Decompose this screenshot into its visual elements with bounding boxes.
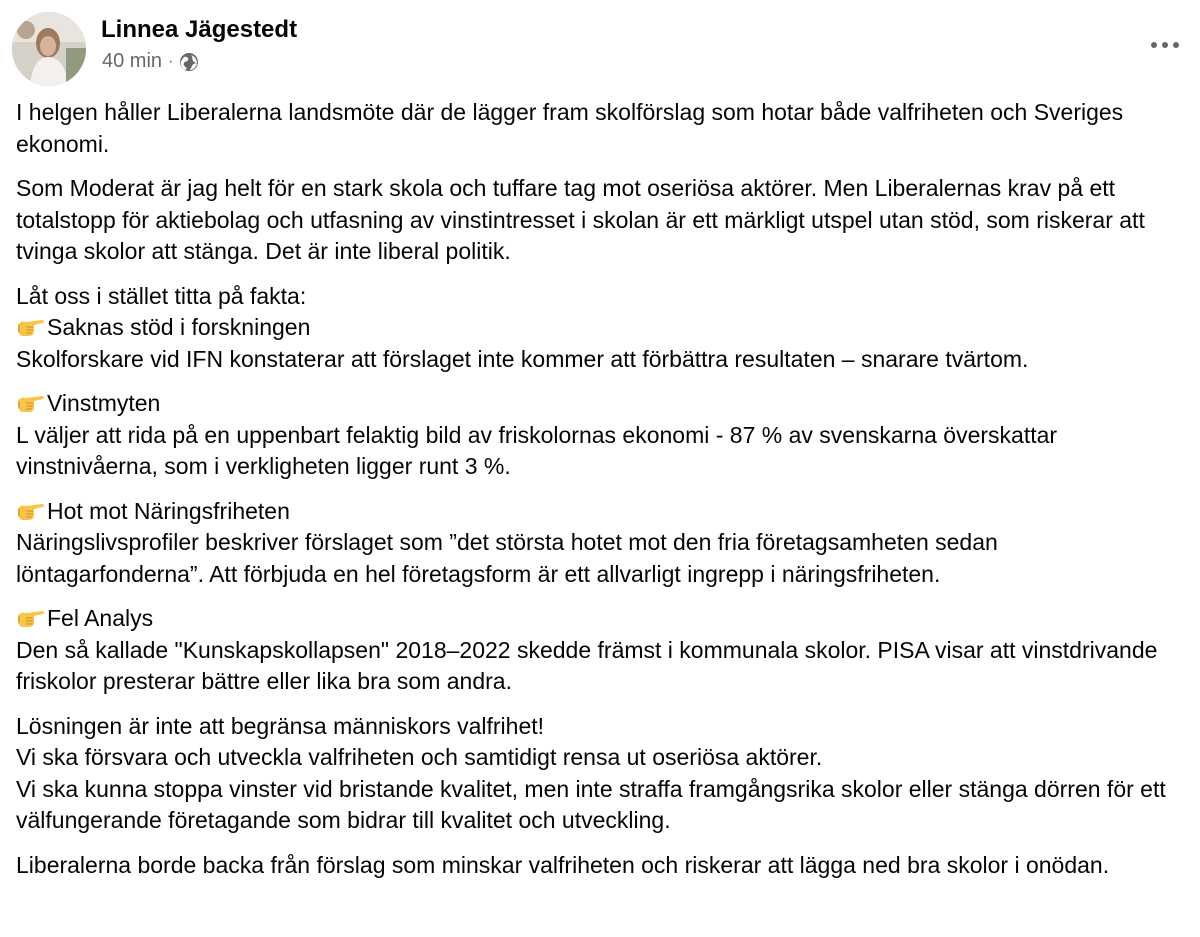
point-heading — [16, 496, 1181, 528]
point-heading — [16, 603, 1181, 635]
post-header — [12, 12, 1188, 84]
point-heading-text: Saknas stöd i forskningen — [47, 314, 311, 340]
fact-intro: Låt oss i stället titta på fakta: — [16, 282, 307, 309]
globe-icon — [179, 52, 199, 72]
post-text — [16, 97, 1181, 894]
pointing-hand-icon — [16, 499, 46, 522]
author-name[interactable]: Linnea Jägestedt — [101, 16, 298, 43]
fact-point — [16, 388, 1181, 483]
closing-paragraph — [16, 711, 1181, 837]
avatar[interactable] — [12, 12, 86, 86]
closing-line: Lösningen är inte att begränsa människors valfrihet! — [16, 712, 545, 739]
point-text: Skolforskare vid IFN konstaterar att förslaget inte kommer att förbättra resultaten – snarare tvärtom. — [16, 345, 1029, 372]
paragraph-intro: I helgen håller Liberalerna landsmöte där de lägger fram skolförslag som hotar både valfriheten och Sveriges ekonomi. — [16, 99, 1124, 157]
point-text: Näringslivsprofiler beskriver förslaget som ”det största hotet mot den fria företagsamheten sedan löntagarfonderna”. Att förbjuda en hel företagsform är ett allvarligt ingrepp i näringsfriheten. — [16, 529, 998, 587]
fact-point — [16, 496, 1181, 591]
pointing-hand-icon — [16, 315, 46, 338]
point-heading — [16, 312, 1181, 344]
meta-separator: · — [168, 52, 174, 70]
point-text: Den så kallade "Kunskapskollapsen" 2018–2022 skedde främst i kommunala skolor. PISA visar att vinstdrivande friskolor presterar bättre eller lika bra som andra. — [16, 636, 1158, 694]
point-heading-text: Fel Analys — [47, 605, 154, 631]
closing-line: Vi ska kunna stoppa vinster vid bristande kvalitet, men inte straffa framgångsrika skolor eller stänga dörren för ett välfungerande företagande som bidrar till kvalitet och utveckling. — [16, 775, 1166, 833]
paragraph-position: Som Moderat är jag helt för en stark skola och tuffare tag mot oseriösa aktörer. Men Liberalernas krav på ett totalstopp för aktiebolag och utfasning av vinstintresset i skolan är ett märkligt utspel utan stöd, som riskerar att tvinga skolor att stänga. Det är inte liberal politik. — [16, 175, 1145, 264]
point-heading — [16, 388, 1181, 420]
point-heading-text: Vinstmyten — [47, 390, 161, 416]
post-meta — [102, 50, 199, 73]
more-horizontal-icon[interactable] — [1142, 30, 1188, 60]
post-time[interactable]: 40 min — [102, 50, 163, 72]
closing-line: Vi ska försvara och utveckla valfriheten och samtidigt rensa ut oseriösa aktörer. — [16, 744, 823, 770]
avatar-photo — [12, 12, 86, 86]
point-text: L väljer att rida på en uppenbart felaktig bild av friskolornas ekonomi - 87 % av svenskarna överskattar vinstnivåerna, som i verkligheten ligger runt 3 %. — [16, 421, 1058, 479]
final-paragraph: Liberalerna borde backa från förslag som minskar valfriheten och riskerar att lägga ned bra skolor i onödan. — [16, 851, 1110, 878]
point-heading-text: Hot mot Näringsfriheten — [47, 497, 290, 524]
pointing-hand-icon — [16, 606, 46, 629]
fact-list — [16, 281, 1181, 376]
fact-point — [16, 603, 1181, 698]
pointing-hand-icon — [16, 391, 46, 414]
